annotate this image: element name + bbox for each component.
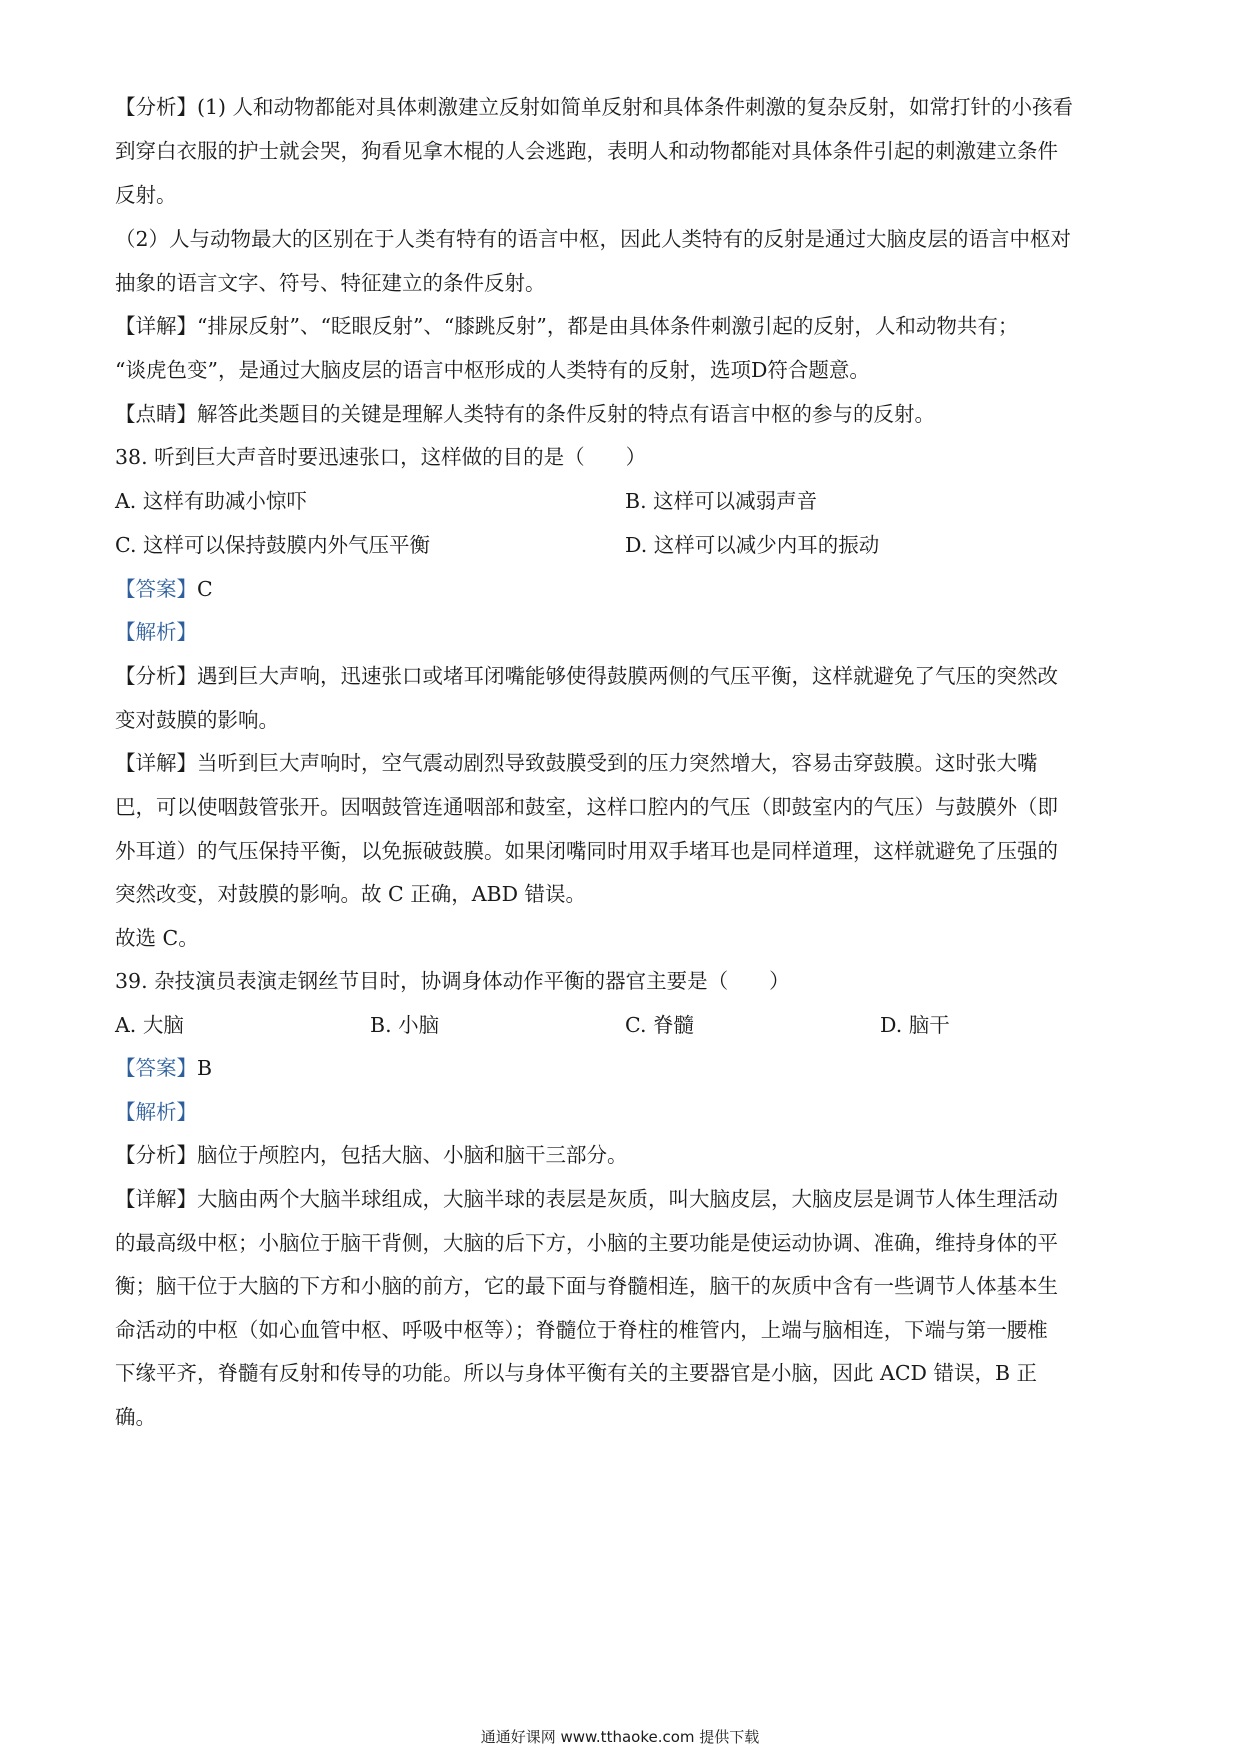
q37-detail-line-1: 【详解】“排尿反射”、“眨眼反射”、“膝跳反射”，都是由具体条件刺激引起的反射，人和动物共有； (115, 314, 1019, 338)
q39-option-d: D. 脑干 (880, 1013, 950, 1037)
q38-detail-line-3: 外耳道）的气压保持平衡，以免振破鼓膜。如果闭嘴同时用双手堵耳也是同样道理，这样就避免了压强的 (115, 839, 1058, 863)
q39-explain-label: 【解析】 (115, 1100, 197, 1124)
tip-label: 【点睛】 (115, 402, 197, 426)
q39-option-a: A. 大脑 (115, 1013, 184, 1037)
analysis-label: 【分析】 (115, 95, 197, 119)
q39-detail-line-1: 【详解】大脑由两个大脑半球组成，大脑半球的表层是灰质，叫大脑皮层，大脑皮层是调节人体生理活动 (115, 1187, 1058, 1211)
q39-detail-line-6: 确。 (115, 1405, 156, 1429)
answer-label: 【答案】 (115, 1056, 197, 1080)
analysis-label: 【分析】 (115, 1143, 197, 1167)
detail-label: 【详解】 (115, 314, 197, 338)
q37-detail-line-2: “谈虎色变”，是通过大脑皮层的语言中枢形成的人类特有的反射，选项D符合题意。 (115, 358, 870, 382)
q38-explain-label: 【解析】 (115, 620, 197, 644)
detail-label: 【详解】 (115, 1187, 197, 1211)
q38-answer (115, 576, 1135, 602)
answer-value: C (197, 577, 213, 601)
q39-question: 39. 杂技演员表演走钢丝节目时，协调身体动作平衡的器官主要是（ ） (115, 969, 790, 993)
q37-analysis-line-1: 【分析】(1) 人和动物都能对具体刺激建立反射如简单反射和具体条件刺激的复杂反射，如常打针的小孩看 (115, 95, 1074, 119)
answer-label: 【答案】 (115, 577, 197, 601)
q38-analysis-line-2: 变对鼓膜的影响。 (115, 708, 279, 732)
q38-detail-line-1: 【详解】当听到巨大声响时，空气震动剧烈导致鼓膜受到的压力突然增大，容易击穿鼓膜。这时张大嘴 (115, 751, 1038, 775)
q38-analysis-line-1: 【分析】遇到巨大声响，迅速张口或堵耳闭嘴能够使得鼓膜两侧的气压平衡，这样就避免了气压的突然改 (115, 664, 1058, 688)
q38-option-b: B. 这样可以减弱声音 (625, 489, 818, 513)
q39-detail-line-4: 命活动的中枢（如心血管中枢、呼吸中枢等）；脊髓位于脊柱的椎管内，上端与脑相连，下端与第一腰椎 (115, 1318, 1048, 1342)
q39-option-b: B. 小脑 (370, 1013, 440, 1037)
q38-question: 38. 听到巨大声音时要迅速张口，这样做的目的是（ ） (115, 445, 647, 469)
q37-analysis-line-3: 反射。 (115, 183, 177, 207)
q39-analysis-line-1: 【分析】脑位于颅腔内，包括大脑、小脑和脑干三部分。 (115, 1143, 628, 1167)
q39-option-c: C. 脊髓 (625, 1013, 694, 1037)
q38-option-d: D. 这样可以减少内耳的振动 (625, 533, 880, 557)
q39-detail-line-5: 下缘平齐，脊髓有反射和传导的功能。所以与身体平衡有关的主要器官是小脑，因此 ACD 错误，B 正 (115, 1361, 1038, 1385)
q39-detail-line-2: 的最高级中枢；小脑位于脑干背侧，大脑的后下方，小脑的主要功能是使运动协调、准确，维持身体的平 (115, 1231, 1058, 1255)
q39-answer (115, 1055, 1135, 1081)
q38-detail-line-2: 巴，可以使咽鼓管张开。因咽鼓管连通咽部和鼓室，这样口腔内的气压（即鼓室内的气压）与鼓膜外（即 (115, 795, 1058, 819)
q38-option-c: C. 这样可以保持鼓膜内外气压平衡 (115, 533, 430, 557)
q39-detail-line-3: 衡；脑干位于大脑的下方和小脑的前方，它的最下面与脊髓相连，脑干的灰质中含有一些调节人体基本生 (115, 1274, 1058, 1298)
q37-analysis-line-5: 抽象的语言文字、符号、特征建立的条件反射。 (115, 271, 546, 295)
q38-option-a: A. 这样有助减小惊吓 (115, 489, 307, 513)
detail-label: 【详解】 (115, 751, 197, 775)
q37-tip-line-1: 【点睛】解答此类题目的关键是理解人类特有的条件反射的特点有语言中枢的参与的反射。 (115, 402, 935, 426)
q38-conclusion: 故选 C。 (115, 926, 199, 950)
q37-analysis-line-4: （2）人与动物最大的区别在于人类有特有的语言中枢，因此人类特有的反射是通过大脑皮层的语言中枢对 (115, 227, 1072, 251)
page-footer: 通通好课网 www.tthaoke.com 提供下载 (480, 1728, 760, 1746)
q38-detail-line-4: 突然改变，对鼓膜的影响。故 C 正确，ABD 错误。 (115, 882, 587, 906)
q37-analysis-line-2: 到穿白衣服的护士就会哭，狗看见拿木棍的人会逃跑，表明人和动物都能对具体条件引起的刺激建立条件 (115, 139, 1058, 163)
answer-value: B (197, 1056, 213, 1080)
analysis-label: 【分析】 (115, 664, 197, 688)
